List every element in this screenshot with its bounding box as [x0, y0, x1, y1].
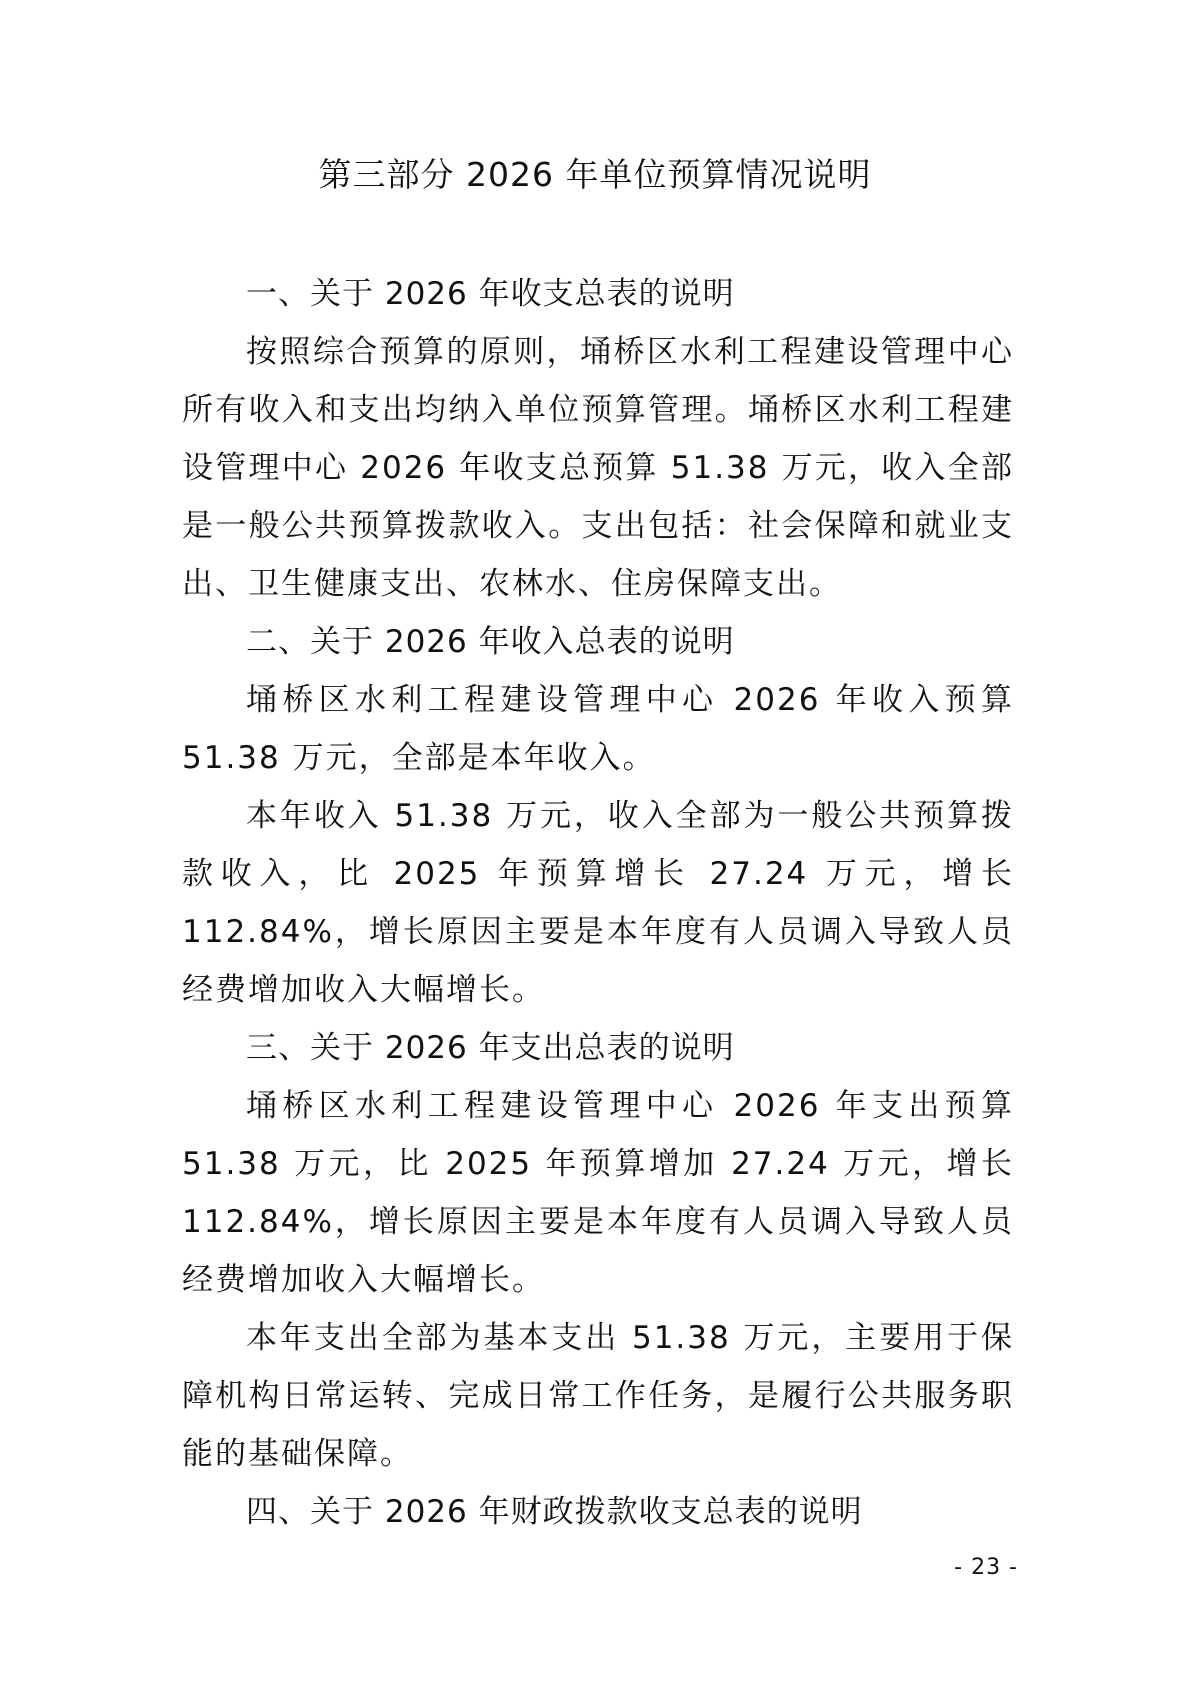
body-paragraph: 埇桥区水利工程建设管理中心 2026 年收入预算 51.38 万元，全部是本年收入。	[182, 682, 1014, 776]
page-number: - 23 -	[954, 1555, 1018, 1580]
page-title: 第三部分 2026 年单位预算情况说明	[318, 155, 872, 194]
section-heading: 三、关于 2026 年支出总表的说明	[246, 1030, 735, 1066]
section-heading: 一、关于 2026 年收支总表的说明	[246, 276, 735, 312]
body-paragraph: 本年收入 51.38 万元，收入全部为一般公共预算拨款收入，比 2025 年预算增长 27.24 万元，增长 112.84%，增长原因主要是本年度有人员调入导致人员经费增加收入大幅增长。	[182, 798, 1014, 1008]
body-paragraph: 埇桥区水利工程建设管理中心 2026 年支出预算 51.38 万元，比 2025 年预算增加 27.24 万元，增长 112.84%，增长原因主要是本年度有人员调入导致人员经费增加收入大幅增长。	[182, 1088, 1014, 1298]
document-body	[182, 265, 1014, 1541]
body-paragraph: 按照综合预算的原则，埇桥区水利工程建设管理中心所有收入和支出均纳入单位预算管理。埇桥区水利工程建设管理中心 2026 年收支总预算 51.38 万元，收入全部是一般公共预算拨款收入。支出包括：社会保障和就业支出、卫生健康支出、农林水、住房保障支出。	[182, 334, 1014, 602]
body-paragraph: 本年支出全部为基本支出 51.38 万元，主要用于保障机构日常运转、完成日常工作任务，是履行公共服务职能的基础保障。	[182, 1320, 1014, 1472]
section-heading: 四、关于 2026 年财政拨款收支总表的说明	[246, 1494, 863, 1530]
section-heading: 二、关于 2026 年收入总表的说明	[246, 624, 735, 660]
